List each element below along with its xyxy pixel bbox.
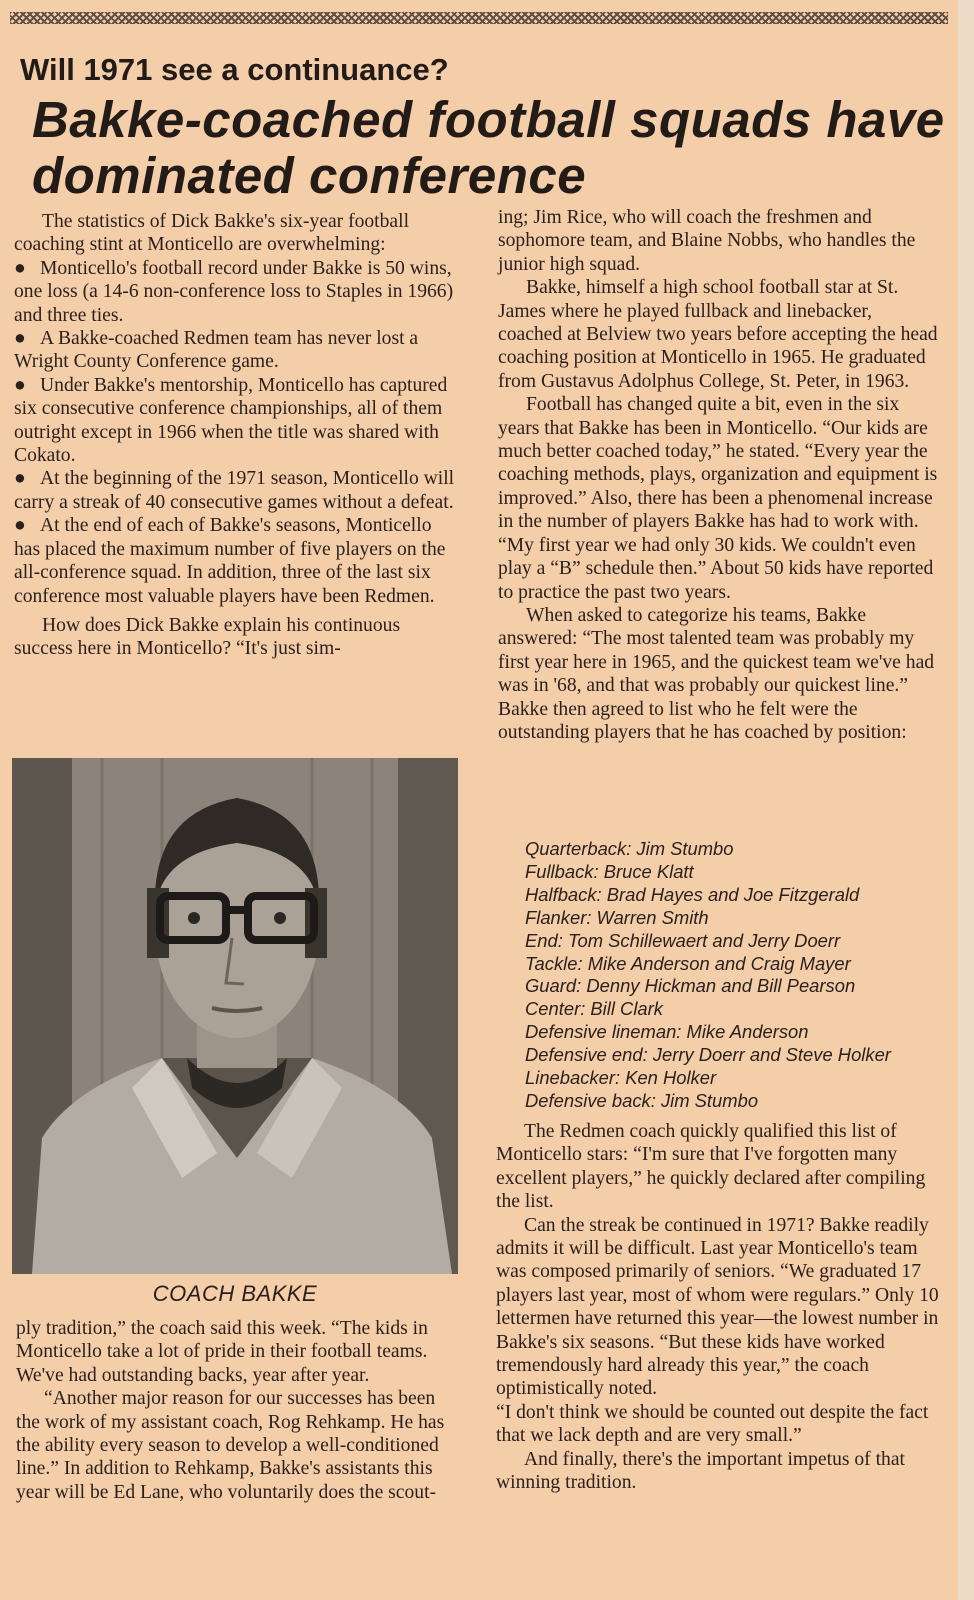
qualified-paragraph: The Redmen coach quickly qualified this list of Monticello stars: “I'm sure that I've forgotten many excellent players,” he quickly declared after compiling the list. — [496, 1121, 926, 1213]
bullet-icon: ● — [14, 374, 26, 396]
streak-paragraph: Can the streak be continued in 1971? Bakke readily admits it will be difficult. Last year Monticello's team was composed primarily of seniors. “We graduated 17 players last year, most of whom were regulars.” Only 10 lettermen have returned this year—the lowest number in Bakke's six seasons. “But these kids have worked tremendously hard already this year,” the coach optimistically noted. — [496, 1214, 939, 1400]
list-item: Defensive end: Jerry Doerr and Steve Holker — [525, 1044, 891, 1066]
bullet-icon: ● — [14, 468, 26, 490]
list-item: Linebacker: Ken Holker — [525, 1067, 717, 1089]
list-item: Flanker: Warren Smith — [525, 906, 709, 928]
assistant-paragraph: “Another major reason for our successes has been the work of my assistant coach, Rog Rehkamp. He has the ability every season to develop a well-conditioned line.” In addition to Rehkamp, Bakke's assistants this year will be Ed Lane, who voluntarily does the scout- — [16, 1388, 445, 1503]
finally-paragraph: And finally, there's the important impetus of that winning tradition. — [496, 1448, 905, 1494]
coach-photo — [12, 758, 458, 1274]
left-column-bottom — [16, 1317, 460, 1504]
bullet-icon: ● — [14, 515, 26, 537]
question-paragraph: How does Dick Bakke explain his continuous success here in Monticello? “It's just sim- — [14, 614, 401, 660]
photo-caption: COACH BAKKE — [152, 1281, 318, 1306]
bullet-item: ● Monticello's football record under Bakke is 50 wins, one loss (a 14-6 non-conference loss to Staples in 1966) and three ties. — [14, 257, 454, 326]
bullet-icon: ● — [14, 328, 26, 350]
list-item: Quarterback: Jim Stumbo — [525, 838, 734, 859]
kicker-headline: Will 1971 see a continuance? — [20, 52, 449, 87]
bullet-item: ● At the beginning of the 1971 season, Monticello will carry a streak of 40 consecutive games without a defeat. — [14, 468, 455, 513]
list-item: End: Tom Schillewaert and Jerry Doerr — [525, 929, 841, 951]
counted-paragraph: “I don't think we should be counted out despite the fact that we lack depth and are very small.” — [496, 1401, 929, 1447]
bullet-icon: ● — [14, 257, 26, 279]
main-headline: Bakke-coached football squads have dominated conference — [32, 91, 945, 204]
background-paragraph: Bakke, himself a high school football star at St. James where he played fullback and linebacker, coached at Belview two years before accepting the head coaching position at Monticello in 1965. He graduated from Gustavus Adolphus College, St. Peter, in 1963. — [498, 277, 938, 392]
list-item: Tackle: Mike Anderson and Craig Mayer — [525, 952, 851, 974]
page-edge — [958, 0, 974, 1600]
bullet-item: ● A Bakke-coached Redmen team has never lost a Wright County Conference game. — [14, 328, 419, 373]
tradition-paragraph: ply tradition,” the coach said this week. “The kids in Monticello take a lot of pride in their football teams. We've had outstanding backs, year after year. — [16, 1318, 428, 1386]
decorative-border — [10, 12, 948, 24]
player-list — [525, 838, 955, 1113]
staff-paragraph: ing; Jim Rice, who will coach the freshmen and sophomore team, and Blaine Nobbs, who handles the junior high squad. — [498, 207, 916, 275]
left-column-top — [14, 210, 460, 661]
categorize-paragraph: When asked to categorize his teams, Bakke answered: “The most talented team was probably my first year here in 1965, and the quickest team we've had was in '68, and that was probably our quickest line.” Bakke then agreed to list who he felt were the outstanding players that he has coached by position: — [498, 604, 935, 743]
right-column-top — [498, 206, 940, 744]
right-column-bottom — [496, 1120, 942, 1495]
list-item: Defensive lineman: Mike Anderson — [525, 1021, 809, 1043]
intro-paragraph: The statistics of Dick Bakke's six-year football coaching stint at Monticello are overwhelming: — [14, 211, 410, 256]
bullet-item: ● At the end of each of Bakke's seasons, Monticello has placed the maximum number of five players on the all-conference squad. In addition, three of the last six conference most valuable players have been Redmen. — [14, 515, 446, 607]
bullet-item: ● Under Bakke's mentorship, Monticello has captured six consecutive conference championships, all of them outright except in 1966 when the title was shared with Cokato. — [14, 374, 448, 467]
list-item: Guard: Denny Hickman and Bill Pearson — [525, 975, 856, 997]
list-item: Fullback: Bruce Klatt — [525, 860, 694, 882]
changes-paragraph: Football has changed quite a bit, even in the six years that Bakke has been in Monticello. “Our kids are much better coached today,” he stated. “Every year the coaching methods, plays, organization and equipment is improved.” Also, there has been a phenomenal increase in the number of players Bakke has had to work with. “My first year we had only 30 kids. We couldn't even play a “B” schedule then.” About 50 kids have reported to practice the past two years. — [498, 394, 938, 603]
list-item: Center: Bill Clark — [525, 998, 663, 1020]
list-item: Defensive back: Jim Stumbo — [525, 1089, 759, 1111]
list-item: Halfback: Brad Hayes and Joe Fitzgerald — [525, 883, 860, 905]
